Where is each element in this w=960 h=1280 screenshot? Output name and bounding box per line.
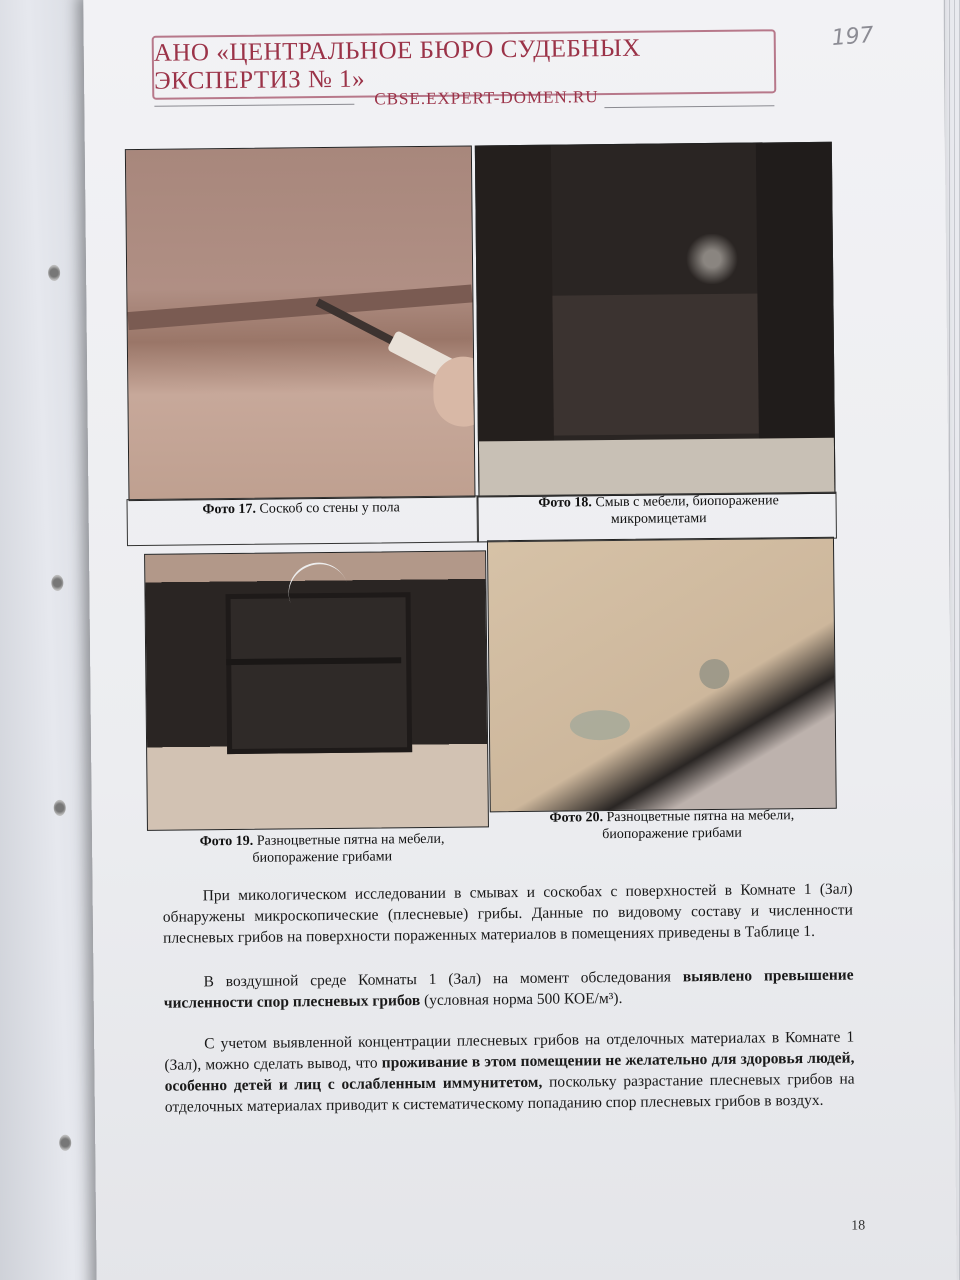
photo-17-image <box>125 145 476 501</box>
table-cell <box>127 495 479 546</box>
binding-hole <box>59 1135 71 1151</box>
page-number: 18 <box>851 1218 866 1234</box>
paragraph-2-bold: выявлено превышение численности спор плесневых грибов <box>163 966 854 1012</box>
photo-18-label: Фото 18. <box>538 495 592 511</box>
photo-17-label: Фото 17. <box>202 501 257 518</box>
binding-hole <box>54 800 66 816</box>
paragraph-2: В воздушной среде Комнаты 1 (Зал) на момент обследования выявлено превышение численности спор плесневых грибов (условная норма 500 КОЕ/м³). <box>163 966 854 1012</box>
letterhead-title: АНО «ЦЕНТРАЛЬНОЕ БЮРО СУДЕБНЫХ ЭКСПЕРТИЗ № 1» <box>153 34 641 95</box>
photo-19-caption <box>162 830 482 867</box>
binding-hole <box>51 575 63 591</box>
letterhead-rule-right <box>604 105 774 108</box>
photo-17-caption-text: Соскоб со стены у пола <box>259 500 400 517</box>
photo-19-label: Фото 19. <box>199 833 254 850</box>
photo-20-label: Фото 20. <box>549 810 604 826</box>
paragraph-1: При микологическом исследовании в смывах и соскобах с поверхностей в Комнате 1 (Зал) обнаружены микроскопические (плесневые) грибы. Данные по видовому составу и численности плесневых грибов на поверхности пораженных материалов в помещениях приведены в Таблице 1. <box>162 880 853 947</box>
binding-hole <box>48 265 60 281</box>
photo-18-image <box>475 142 836 498</box>
document-page <box>83 0 957 1280</box>
table-cell <box>476 492 836 543</box>
letterhead-rule-left <box>154 104 354 107</box>
paragraph-3: С учетом выявленной концентрации плесневых грибов на отделочных материалах в Комнате 1 (Зал), можно сделать вывод, что проживание в этом помещении не желательно для здоровья людей, особенно детей и лиц с ослабленным иммунитетом, поскольку разрастание плесневых грибов на отделочных материалах приводит к систематическому попаданию спор плесневых грибов в воздух. <box>164 1028 855 1116</box>
photo-20-image <box>487 537 837 813</box>
photo-20-caption-text: Разноцветные пятна на мебели, биопоражение грибами <box>602 808 795 843</box>
sheet-number: 197 <box>830 22 875 52</box>
photo-19-caption-text: Разноцветные пятна на мебели, биопоражение грибами <box>252 831 445 866</box>
paragraph-3-bold: проживание в этом помещении не желательно для здоровья людей, особенно детей и лиц с ослабленным иммунитетом, <box>164 1049 855 1095</box>
photo-18-caption-text: Смыв с мебели, биопоражение микромицетами <box>595 493 779 528</box>
letterhead-site: CBSE.EXPERT-DOMEN.RU <box>374 87 599 109</box>
photo-19-image <box>144 550 489 831</box>
photo-20-caption <box>512 807 832 844</box>
